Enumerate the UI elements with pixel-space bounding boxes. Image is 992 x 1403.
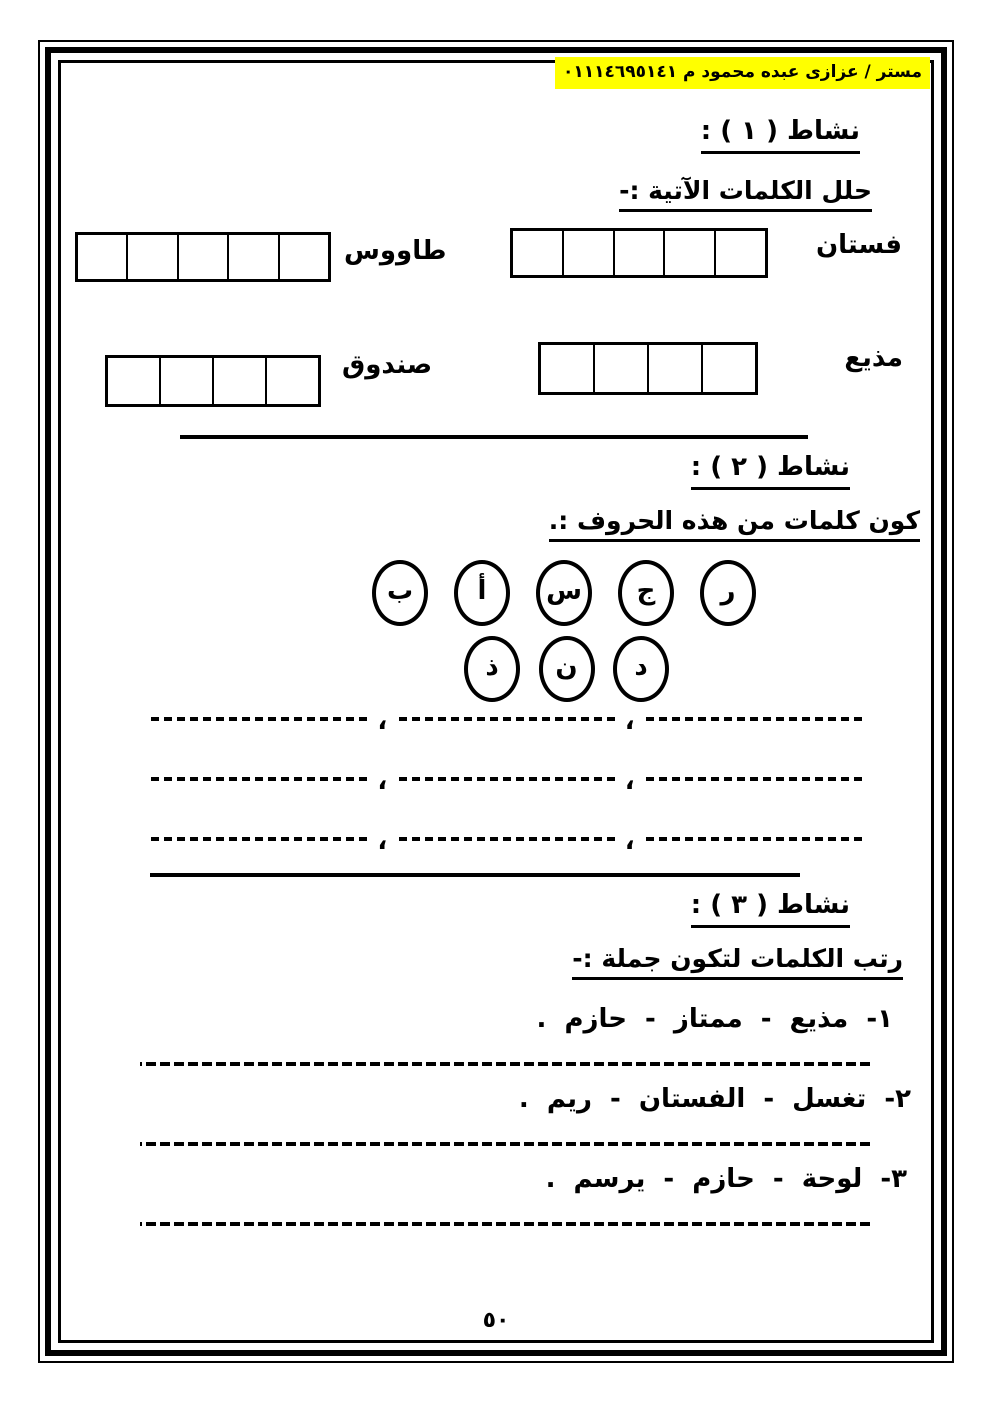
page-number: ٥٠ — [482, 1308, 510, 1333]
comma-separator: ، — [624, 766, 635, 796]
letter-box-cell — [126, 235, 176, 279]
answer-blank — [150, 777, 367, 781]
answer-blank — [150, 717, 367, 721]
letter-box-cell — [513, 231, 562, 275]
letter-box-cell — [278, 235, 328, 279]
letter-boxes-muthee — [538, 342, 758, 395]
letter-box-cell — [593, 345, 647, 392]
letter-circle: ذ — [464, 636, 520, 702]
letter-circle: د — [613, 636, 669, 702]
letter-boxes-fustan — [510, 228, 768, 278]
activity1-title: نشاط ( ١ ) : — [701, 116, 860, 154]
letter-box-cell — [647, 345, 701, 392]
answer-line-full — [140, 1062, 870, 1066]
answer-blank — [397, 717, 614, 721]
comma-separator: ، — [377, 766, 388, 796]
activity2-title: نشاط ( ٢ ) : — [691, 452, 850, 490]
answer-blank — [645, 837, 862, 841]
activity1-instruction: حلل الكلمات الآتية :- — [619, 176, 872, 212]
letter-box-cell — [159, 358, 212, 404]
answer-blank — [397, 837, 614, 841]
answer-line-row — [150, 766, 862, 796]
answer-line-full — [140, 1222, 870, 1226]
letter-circles-row1 — [372, 560, 756, 626]
letter-box-cell — [562, 231, 613, 275]
letter-box-cell — [78, 235, 126, 279]
letter-boxes-sundooq — [105, 355, 321, 407]
comma-separator: ، — [624, 826, 635, 856]
answer-line-full — [140, 1142, 870, 1146]
activity2-instruction: كون كلمات من هذه الحروف :. — [549, 506, 920, 542]
word-label-muthee: مذيع — [844, 343, 903, 373]
letter-box-cell — [613, 231, 664, 275]
sentence-2: ٢- تغسل - الفستان - ريم . — [518, 1084, 911, 1114]
answer-blank — [150, 837, 367, 841]
letter-box-cell — [663, 231, 714, 275]
letter-circle: ر — [700, 560, 756, 626]
teacher-header: مستر / عزازى عبده محمود م ٠١١١٤٦٩٥١٤١ — [555, 57, 930, 89]
comma-separator: ، — [377, 826, 388, 856]
answer-blank — [397, 777, 614, 781]
word-label-sundooq: صندوق — [342, 350, 433, 380]
section-divider-1 — [180, 435, 808, 439]
sentence-3: ٣- لوحة - حازم - يرسم . — [545, 1164, 907, 1194]
answer-blank — [645, 777, 862, 781]
letter-circle: أ — [454, 560, 510, 626]
activity3-title: نشاط ( ٣ ) : — [691, 890, 850, 928]
letter-circles-row2 — [464, 636, 669, 702]
letter-circle: ن — [539, 636, 595, 702]
answer-blank — [645, 717, 862, 721]
word-label-fustan: فستان — [815, 230, 902, 260]
comma-separator: ، — [624, 706, 635, 736]
letter-box-cell — [212, 358, 265, 404]
letter-box-cell — [265, 358, 318, 404]
comma-separator: ، — [377, 706, 388, 736]
letter-boxes-tawoos — [75, 232, 331, 282]
letter-box-cell — [701, 345, 755, 392]
letter-circle: ب — [372, 560, 428, 626]
answer-line-row — [150, 706, 862, 736]
letter-box-cell — [108, 358, 159, 404]
sentence-1: ١- مذيع - ممتاز - حازم . — [536, 1004, 893, 1034]
letter-box-cell — [177, 235, 227, 279]
letter-box-cell — [714, 231, 765, 275]
word-label-tawoos: طاووس — [344, 236, 447, 266]
letter-box-cell — [541, 345, 593, 392]
letter-box-cell — [227, 235, 277, 279]
letter-circle: س — [536, 560, 592, 626]
letter-circle: ج — [618, 560, 674, 626]
section-divider-2 — [150, 873, 800, 877]
activity3-instruction: رتب الكلمات لتكون جملة :- — [572, 944, 903, 980]
answer-line-row — [150, 826, 862, 856]
